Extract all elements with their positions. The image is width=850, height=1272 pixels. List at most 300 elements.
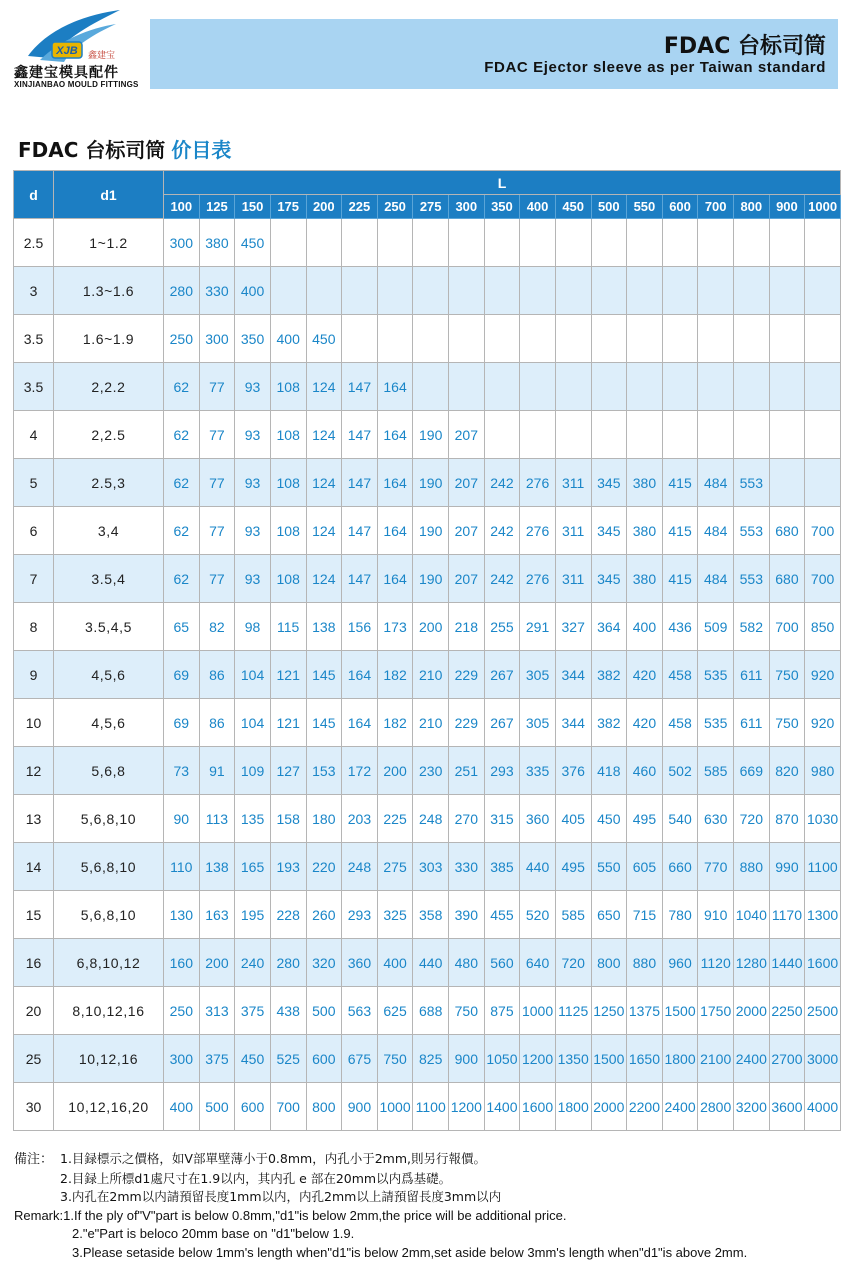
- cell-price: [591, 219, 627, 267]
- cell-price: 650: [591, 891, 627, 939]
- cell-price: 147: [342, 363, 378, 411]
- header-length: 400: [520, 195, 556, 219]
- cell-price: 720: [734, 795, 770, 843]
- cell-price: 1000: [520, 987, 556, 1035]
- cell-price: 77: [199, 459, 235, 507]
- cell-price: 1500: [662, 987, 698, 1035]
- remark-cn-3: [14, 1188, 844, 1207]
- header-length: 450: [555, 195, 591, 219]
- cell-price: 300: [164, 1035, 200, 1083]
- cell-price: 109: [235, 747, 271, 795]
- cell-price: 147: [342, 459, 378, 507]
- banner-title-cn: FDAC 台标司筒: [663, 34, 826, 59]
- cell-price: 270: [449, 795, 485, 843]
- cell-price: 275: [377, 843, 413, 891]
- cell-price: 240: [235, 939, 271, 987]
- cell-price: 400: [270, 315, 306, 363]
- cell-price: 115: [270, 603, 306, 651]
- cell-d1: 8,10,12,16: [54, 987, 164, 1035]
- cell-price: 700: [805, 555, 841, 603]
- table-row: [14, 555, 841, 603]
- cell-price: [449, 363, 485, 411]
- cell-price: 910: [698, 891, 734, 939]
- cell-price: 98: [235, 603, 271, 651]
- cell-price: 147: [342, 411, 378, 459]
- cell-price: 380: [627, 459, 663, 507]
- cell-price: 400: [235, 267, 271, 315]
- cell-price: 315: [484, 795, 520, 843]
- cell-price: [591, 315, 627, 363]
- cell-price: 62: [164, 411, 200, 459]
- cell-price: 229: [449, 699, 485, 747]
- cell-d: 20: [14, 987, 54, 1035]
- cell-price: [377, 219, 413, 267]
- cell-price: 62: [164, 459, 200, 507]
- cell-price: [627, 363, 663, 411]
- cell-price: 535: [698, 699, 734, 747]
- cell-price: 350: [235, 315, 271, 363]
- cell-price: 770: [698, 843, 734, 891]
- cell-price: [591, 411, 627, 459]
- cell-price: 675: [342, 1035, 378, 1083]
- cell-price: [805, 459, 841, 507]
- cell-price: 436: [662, 603, 698, 651]
- cell-d1: 5,6,8,10: [54, 795, 164, 843]
- cell-price: 1600: [520, 1083, 556, 1131]
- cell-price: 62: [164, 507, 200, 555]
- cell-d1: 2,2.5: [54, 411, 164, 459]
- cell-price: 267: [484, 699, 520, 747]
- cell-price: 345: [591, 555, 627, 603]
- remark-en-2: [14, 1225, 844, 1244]
- cell-price: 180: [306, 795, 342, 843]
- cell-price: 225: [377, 795, 413, 843]
- cell-price: 750: [377, 1035, 413, 1083]
- table-row: [14, 939, 841, 987]
- cell-price: 65: [164, 603, 200, 651]
- cell-price: 700: [805, 507, 841, 555]
- cell-price: [377, 267, 413, 315]
- cell-price: 73: [164, 747, 200, 795]
- page-title-sub: 价目表: [171, 138, 232, 162]
- cell-price: 440: [413, 939, 449, 987]
- cell-price: 560: [484, 939, 520, 987]
- cell-price: 164: [377, 411, 413, 459]
- cell-price: 2000: [734, 987, 770, 1035]
- cell-price: 138: [306, 603, 342, 651]
- cell-price: 850: [805, 603, 841, 651]
- cell-price: 77: [199, 555, 235, 603]
- cell-price: 382: [591, 699, 627, 747]
- cell-price: 108: [270, 411, 306, 459]
- table-row: [14, 411, 841, 459]
- cell-price: 1800: [555, 1083, 591, 1131]
- cell-price: 207: [449, 459, 485, 507]
- cell-price: 250: [164, 315, 200, 363]
- cell-price: 400: [377, 939, 413, 987]
- cell-price: 563: [342, 987, 378, 1035]
- header-L: L: [164, 171, 841, 195]
- cell-d1: 5,6,8,10: [54, 843, 164, 891]
- cell-price: 1120: [698, 939, 734, 987]
- cell-price: 124: [306, 555, 342, 603]
- cell-price: 458: [662, 651, 698, 699]
- cell-price: [769, 411, 805, 459]
- cell-price: [627, 267, 663, 315]
- cell-price: 553: [734, 507, 770, 555]
- cell-price: 108: [270, 363, 306, 411]
- cell-price: 108: [270, 555, 306, 603]
- cell-price: 600: [306, 1035, 342, 1083]
- cell-price: [662, 363, 698, 411]
- logo-badge: XJB: [56, 45, 78, 57]
- cell-price: 688: [413, 987, 449, 1035]
- cell-price: 138: [199, 843, 235, 891]
- cell-price: [734, 363, 770, 411]
- cell-price: 680: [769, 507, 805, 555]
- cell-d1: 10,12,16,20: [54, 1083, 164, 1131]
- remark-en-1: [14, 1207, 844, 1226]
- cell-price: 1280: [734, 939, 770, 987]
- cell-price: 625: [377, 987, 413, 1035]
- header-length: 500: [591, 195, 627, 219]
- cell-price: 193: [270, 843, 306, 891]
- cell-price: [413, 267, 449, 315]
- header-d1: d1: [54, 171, 164, 219]
- cell-price: 980: [805, 747, 841, 795]
- cell-price: 420: [627, 699, 663, 747]
- table-row: [14, 603, 841, 651]
- cell-price: 207: [449, 555, 485, 603]
- cell-price: 1600: [805, 939, 841, 987]
- cell-price: [484, 315, 520, 363]
- cell-price: [555, 267, 591, 315]
- cell-price: [805, 363, 841, 411]
- cell-price: 104: [235, 651, 271, 699]
- cell-price: 1030: [805, 795, 841, 843]
- cell-price: 145: [306, 651, 342, 699]
- cell-d: 2.5: [14, 219, 54, 267]
- cell-d1: 3.5,4: [54, 555, 164, 603]
- cell-price: 750: [449, 987, 485, 1035]
- remark-cn-text: 2.目録上所標d1處尺寸在1.9以内，其内孔 e 部在20mm以内爲基礎。: [60, 1170, 452, 1186]
- cell-price: 2500: [805, 987, 841, 1035]
- cell-price: [734, 411, 770, 459]
- cell-price: 135: [235, 795, 271, 843]
- cell-price: 1350: [555, 1035, 591, 1083]
- cell-price: 207: [449, 411, 485, 459]
- cell-price: [377, 315, 413, 363]
- cell-price: 280: [164, 267, 200, 315]
- cell-price: 660: [662, 843, 698, 891]
- cell-price: 700: [270, 1083, 306, 1131]
- cell-price: [769, 459, 805, 507]
- cell-price: 255: [484, 603, 520, 651]
- cell-price: 293: [484, 747, 520, 795]
- table-row: [14, 651, 841, 699]
- cell-d: 9: [14, 651, 54, 699]
- cell-price: 203: [342, 795, 378, 843]
- cell-price: 2000: [591, 1083, 627, 1131]
- cell-price: 242: [484, 555, 520, 603]
- cell-price: 1500: [591, 1035, 627, 1083]
- cell-price: [484, 267, 520, 315]
- cell-price: 4000: [805, 1083, 841, 1131]
- cell-price: 3000: [805, 1035, 841, 1083]
- cell-price: 190: [413, 411, 449, 459]
- cell-price: 2100: [698, 1035, 734, 1083]
- header-length: 275: [413, 195, 449, 219]
- cell-price: 200: [413, 603, 449, 651]
- cell-price: 509: [698, 603, 734, 651]
- cell-d1: 10,12,16: [54, 1035, 164, 1083]
- cell-price: [342, 315, 378, 363]
- cell-price: [627, 411, 663, 459]
- cell-price: [520, 267, 556, 315]
- cell-price: [769, 267, 805, 315]
- logo-swoosh-icon: [20, 6, 130, 66]
- cell-price: 500: [199, 1083, 235, 1131]
- cell-price: [769, 363, 805, 411]
- cell-price: 330: [449, 843, 485, 891]
- cell-price: 450: [591, 795, 627, 843]
- cell-price: 3600: [769, 1083, 805, 1131]
- cell-price: 920: [805, 651, 841, 699]
- remark-cn-text: 1.目録標示之價格，如V部單壁薄小于0.8mm，内孔小于2mm,則另行報價。: [60, 1151, 486, 1166]
- cell-price: 1800: [662, 1035, 698, 1083]
- cell-price: 108: [270, 507, 306, 555]
- cell-price: [342, 267, 378, 315]
- cell-price: 127: [270, 747, 306, 795]
- cell-price: [662, 315, 698, 363]
- cell-price: 405: [555, 795, 591, 843]
- cell-price: 495: [555, 843, 591, 891]
- cell-price: [306, 219, 342, 267]
- cell-price: 69: [164, 699, 200, 747]
- cell-d1: 1.6~1.9: [54, 315, 164, 363]
- cell-price: 124: [306, 411, 342, 459]
- cell-price: [805, 219, 841, 267]
- cell-price: [520, 411, 556, 459]
- cell-price: 800: [591, 939, 627, 987]
- cell-price: 330: [199, 267, 235, 315]
- table-row: [14, 1035, 841, 1083]
- cell-price: 2400: [734, 1035, 770, 1083]
- cell-price: 164: [342, 651, 378, 699]
- cell-price: 305: [520, 651, 556, 699]
- cell-price: [769, 219, 805, 267]
- cell-price: 1440: [769, 939, 805, 987]
- cell-price: [805, 315, 841, 363]
- header-length: 800: [734, 195, 770, 219]
- cell-price: 605: [627, 843, 663, 891]
- cell-price: 77: [199, 507, 235, 555]
- cell-price: 345: [591, 459, 627, 507]
- cell-price: 2400: [662, 1083, 698, 1131]
- cell-price: [520, 219, 556, 267]
- cell-price: 121: [270, 651, 306, 699]
- cell-price: 630: [698, 795, 734, 843]
- cell-price: [484, 411, 520, 459]
- table-row: [14, 891, 841, 939]
- cell-price: 820: [769, 747, 805, 795]
- cell-price: 207: [449, 507, 485, 555]
- remark-en-text: 1.If the ply of"V"part is below 0.8mm,"d1"is below 2mm,the price will be additional price.: [63, 1207, 567, 1223]
- cell-price: [698, 363, 734, 411]
- cell-price: 680: [769, 555, 805, 603]
- cell-price: 77: [199, 411, 235, 459]
- header-length: 900: [769, 195, 805, 219]
- cell-price: 450: [235, 1035, 271, 1083]
- cell-price: 164: [377, 555, 413, 603]
- cell-price: 251: [449, 747, 485, 795]
- cell-price: 158: [270, 795, 306, 843]
- cell-price: 77: [199, 363, 235, 411]
- cell-price: 611: [734, 699, 770, 747]
- cell-price: 375: [199, 1035, 235, 1083]
- cell-price: 124: [306, 507, 342, 555]
- logo-mark: 鑫建宝: [88, 51, 116, 61]
- cell-price: 750: [769, 651, 805, 699]
- cell-d1: 6,8,10,12: [54, 939, 164, 987]
- cell-d: 8: [14, 603, 54, 651]
- cell-d: 3.5: [14, 315, 54, 363]
- cell-price: 380: [627, 507, 663, 555]
- cell-price: 242: [484, 507, 520, 555]
- cell-price: 380: [627, 555, 663, 603]
- cell-price: 525: [270, 1035, 306, 1083]
- cell-price: 1170: [769, 891, 805, 939]
- table-row: [14, 843, 841, 891]
- cell-price: 280: [270, 939, 306, 987]
- cell-price: 1040: [734, 891, 770, 939]
- cell-price: 121: [270, 699, 306, 747]
- cell-price: 382: [591, 651, 627, 699]
- table-row: [14, 747, 841, 795]
- cell-price: 540: [662, 795, 698, 843]
- cell-price: 1000: [377, 1083, 413, 1131]
- cell-price: 130: [164, 891, 200, 939]
- cell-price: 320: [306, 939, 342, 987]
- cell-price: [734, 315, 770, 363]
- cell-price: 780: [662, 891, 698, 939]
- table-row: [14, 267, 841, 315]
- cell-price: 502: [662, 747, 698, 795]
- header-length: 350: [484, 195, 520, 219]
- cell-price: 380: [199, 219, 235, 267]
- cell-price: 400: [164, 1083, 200, 1131]
- cell-price: 110: [164, 843, 200, 891]
- cell-price: 2200: [627, 1083, 663, 1131]
- cell-price: 300: [164, 219, 200, 267]
- cell-price: 900: [449, 1035, 485, 1083]
- cell-price: 450: [235, 219, 271, 267]
- header-length: 300: [449, 195, 485, 219]
- cell-price: 385: [484, 843, 520, 891]
- cell-price: 2700: [769, 1035, 805, 1083]
- cell-price: 358: [413, 891, 449, 939]
- cell-price: [627, 219, 663, 267]
- cell-price: 438: [270, 987, 306, 1035]
- cell-price: 582: [734, 603, 770, 651]
- cell-price: [555, 219, 591, 267]
- table-row: [14, 1083, 841, 1131]
- cell-price: 93: [235, 555, 271, 603]
- cell-price: 376: [555, 747, 591, 795]
- cell-price: 160: [164, 939, 200, 987]
- cell-d: 16: [14, 939, 54, 987]
- cell-d: 13: [14, 795, 54, 843]
- cell-d1: 1.3~1.6: [54, 267, 164, 315]
- cell-price: 195: [235, 891, 271, 939]
- cell-price: 875: [484, 987, 520, 1035]
- cell-price: 190: [413, 507, 449, 555]
- cell-price: 420: [627, 651, 663, 699]
- header-length: 125: [199, 195, 235, 219]
- cell-d: 10: [14, 699, 54, 747]
- cell-price: 291: [520, 603, 556, 651]
- cell-price: 153: [306, 747, 342, 795]
- cell-price: [555, 315, 591, 363]
- cell-price: [662, 267, 698, 315]
- cell-price: [270, 267, 306, 315]
- cell-price: 3200: [734, 1083, 770, 1131]
- cell-price: 390: [449, 891, 485, 939]
- cell-price: 880: [627, 939, 663, 987]
- table-row: [14, 459, 841, 507]
- cell-price: [805, 411, 841, 459]
- cell-price: 364: [591, 603, 627, 651]
- cell-price: 1375: [627, 987, 663, 1035]
- cell-price: 325: [377, 891, 413, 939]
- header-length: 700: [698, 195, 734, 219]
- price-table: [13, 170, 841, 1131]
- cell-price: 93: [235, 507, 271, 555]
- cell-d1: 2.5,3: [54, 459, 164, 507]
- cell-price: [591, 363, 627, 411]
- cell-price: 345: [591, 507, 627, 555]
- cell-price: 124: [306, 363, 342, 411]
- cell-price: 82: [199, 603, 235, 651]
- cell-d: 6: [14, 507, 54, 555]
- cell-price: [270, 219, 306, 267]
- header-length: 100: [164, 195, 200, 219]
- cell-price: [698, 411, 734, 459]
- cell-price: [591, 267, 627, 315]
- cell-price: [769, 315, 805, 363]
- cell-price: [520, 363, 556, 411]
- cell-price: [662, 411, 698, 459]
- cell-price: 210: [413, 699, 449, 747]
- cell-price: 311: [555, 555, 591, 603]
- cell-d: 30: [14, 1083, 54, 1131]
- cell-price: 458: [662, 699, 698, 747]
- header-length: 550: [627, 195, 663, 219]
- cell-price: [734, 267, 770, 315]
- header-length: 225: [342, 195, 378, 219]
- cell-price: 327: [555, 603, 591, 651]
- cell-price: 344: [555, 699, 591, 747]
- cell-price: 248: [342, 843, 378, 891]
- header-banner: [150, 19, 838, 89]
- header-length: 600: [662, 195, 698, 219]
- cell-d1: 4,5,6: [54, 651, 164, 699]
- table-row: [14, 219, 841, 267]
- table-row: [14, 363, 841, 411]
- cell-d1: 5,6,8: [54, 747, 164, 795]
- cell-d1: 1~1.2: [54, 219, 164, 267]
- cell-price: 360: [342, 939, 378, 987]
